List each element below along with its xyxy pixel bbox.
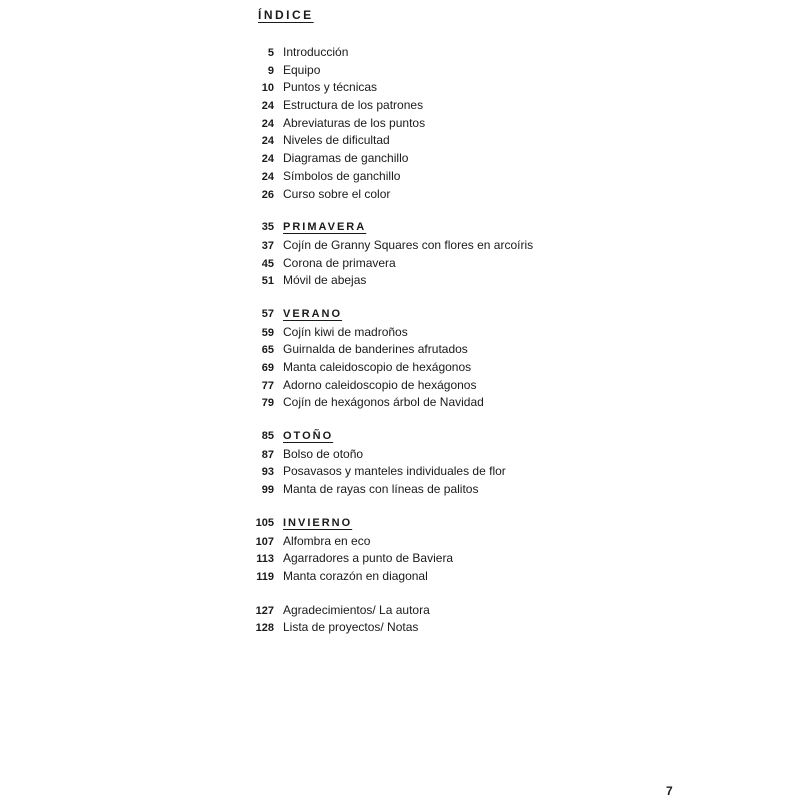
toc-entry xyxy=(248,619,668,637)
toc-entry xyxy=(248,255,668,273)
toc-entry xyxy=(248,237,668,255)
section-heading xyxy=(248,219,668,237)
section-page-number: 105 xyxy=(255,516,274,529)
toc-group-invierno xyxy=(248,515,668,586)
section-title: INVIERNO xyxy=(283,516,353,529)
entry-title: Manta caleidoscopio de hexágonos xyxy=(283,360,472,374)
entry-page-number: 10 xyxy=(261,82,274,95)
entry-title: Corona de primavera xyxy=(283,255,396,270)
toc-entry xyxy=(248,341,668,359)
section-title: PRIMAVERA xyxy=(283,221,367,234)
entry-page-number: 113 xyxy=(256,553,274,566)
entry-page-number: 127 xyxy=(255,604,274,617)
section-heading xyxy=(248,428,668,446)
entry-title: Guirnalda de banderines afrutados xyxy=(283,342,468,357)
entry-title: Introducción xyxy=(283,45,349,59)
entry-title: Niveles de dificultad xyxy=(283,133,390,148)
entry-title: Estructura de los patrones xyxy=(283,98,424,113)
entry-title: Manta corazón en diagonal xyxy=(283,568,428,583)
entry-page-number: 93 xyxy=(261,466,274,479)
entry-title: Equipo xyxy=(283,62,321,77)
entry-page-number: 79 xyxy=(261,397,274,410)
toc-entry xyxy=(248,272,668,290)
toc-group-verano xyxy=(248,306,668,412)
toc-group-primavera xyxy=(248,219,668,290)
entry-title: Abreviaturas de los puntos xyxy=(283,115,426,130)
entry-title: Símbolos de ganchillo xyxy=(283,168,401,183)
table-of-contents xyxy=(248,44,668,653)
entry-page-number: 45 xyxy=(261,257,274,270)
entry-page-number: 51 xyxy=(261,275,274,288)
entry-title: Móvil de abejas xyxy=(283,273,367,288)
toc-entry xyxy=(248,79,668,97)
toc-entry xyxy=(248,132,668,150)
toc-entry xyxy=(248,115,668,133)
entry-page-number: 59 xyxy=(261,326,274,339)
entry-page-number: 77 xyxy=(261,379,274,392)
section-heading xyxy=(248,306,668,324)
toc-entry xyxy=(248,550,668,568)
toc-entry xyxy=(248,446,668,464)
entry-title: Cojín de hexágonos árbol de Navidad xyxy=(283,395,484,410)
entry-page-number: 69 xyxy=(261,362,274,374)
toc-group-closing xyxy=(248,602,668,637)
section-page-number: 85 xyxy=(261,430,274,443)
entry-page-number: 87 xyxy=(261,448,274,461)
entry-title: Adorno caleidoscopio de hexágonos xyxy=(283,377,477,392)
toc-entry xyxy=(248,533,668,551)
toc-entry xyxy=(248,186,668,204)
section-title: OTOÑO xyxy=(283,430,334,443)
section-page-number: 35 xyxy=(261,221,274,234)
entry-page-number: 5 xyxy=(267,47,274,59)
entry-title: Posavasos y manteles individuales de flor xyxy=(283,464,506,479)
entry-page-number: 24 xyxy=(261,100,274,113)
entry-page-number: 65 xyxy=(261,344,274,357)
entry-page-number: 24 xyxy=(261,170,274,183)
entry-page-number: 99 xyxy=(261,484,274,497)
toc-entry xyxy=(248,568,668,586)
entry-title: Cojín de Granny Squares con flores en arcoíris xyxy=(283,237,534,252)
toc-entry xyxy=(248,377,668,395)
section-heading xyxy=(248,515,668,533)
entry-title: Puntos y técnicas xyxy=(283,80,378,95)
entry-title: Manta de rayas con líneas de palitos xyxy=(283,482,479,497)
section-title: VERANO xyxy=(283,307,343,320)
toc-entry xyxy=(248,602,668,620)
toc-group-otono xyxy=(248,428,668,499)
page-title: ÍNDICE xyxy=(258,8,314,22)
toc-entry xyxy=(248,168,668,186)
entry-page-number: 24 xyxy=(261,135,274,148)
entry-title: Agradecimientos/ La autora xyxy=(283,602,430,617)
toc-entry xyxy=(248,324,668,342)
toc-entry xyxy=(248,150,668,168)
entry-title: Diagramas de ganchillo xyxy=(283,151,409,166)
toc-entry xyxy=(248,97,668,115)
page-number: 7 xyxy=(666,784,673,798)
toc-entry xyxy=(248,44,668,62)
entry-title: Bolso de otoño xyxy=(283,446,364,461)
entry-page-number: 9 xyxy=(267,64,274,77)
toc-entry xyxy=(248,394,668,412)
entry-page-number: 37 xyxy=(261,239,274,252)
entry-title: Agarradores a punto de Baviera xyxy=(283,551,454,566)
toc-entry xyxy=(248,463,668,481)
entry-title: Lista de proyectos/ Notas xyxy=(283,620,419,635)
section-page-number: 57 xyxy=(261,307,274,320)
toc-entry xyxy=(248,359,668,377)
entry-page-number: 107 xyxy=(255,535,274,548)
toc-group-intro xyxy=(248,44,668,203)
entry-page-number: 24 xyxy=(261,117,274,130)
entry-title: Curso sobre el color xyxy=(283,186,391,201)
entry-page-number: 119 xyxy=(256,570,274,583)
entry-page-number: 128 xyxy=(255,622,274,635)
toc-entry xyxy=(248,481,668,499)
entry-page-number: 24 xyxy=(261,153,274,166)
entry-page-number: 26 xyxy=(261,188,274,201)
entry-title: Cojín kiwi de madroños xyxy=(283,324,408,339)
toc-entry xyxy=(248,62,668,80)
entry-title: Alfombra en eco xyxy=(283,533,371,548)
